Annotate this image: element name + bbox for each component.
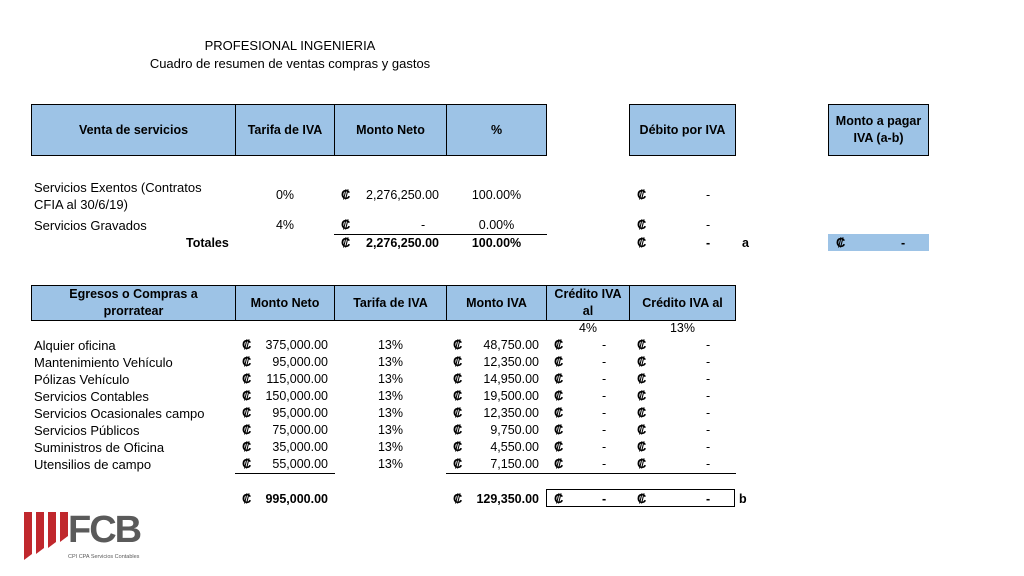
sales-row-name: Servicios Exentos (Contratos CFIA al 30/6/19) [34, 180, 202, 212]
expense-row-name: Pólizas Vehículo [34, 372, 130, 387]
header-monto-neto: Monto Neto [235, 285, 335, 321]
expense-row-name: Servicios Contables [34, 389, 149, 404]
expense-row-credit-13: - [706, 355, 711, 369]
currency-symbol: ₡ [637, 354, 647, 369]
currency-symbol: ₡ [637, 491, 647, 506]
currency-symbol: ₡ [637, 235, 647, 250]
sales-row-pct: 100.00% [471, 188, 522, 202]
iva-total-divider [446, 473, 736, 474]
currency-symbol: ₡ [554, 439, 564, 454]
header-percent: % [446, 104, 547, 156]
currency-symbol: ₡ [453, 405, 463, 420]
expense-row-rate: 13% [377, 457, 404, 471]
currency-symbol: ₡ [637, 422, 647, 437]
expense-row-net: 95,000.00 [272, 355, 328, 369]
logo-caption: CPI CPA Servicios Contables [68, 554, 140, 560]
sales-total-pct: 100.00% [471, 236, 522, 250]
sales-row-net: 2,276,250.00 [366, 188, 439, 202]
expense-row-credit-13: - [706, 338, 711, 352]
sales-row-rate: 0% [275, 188, 295, 202]
expense-row-credit-4: - [602, 338, 607, 352]
currency-symbol: ₡ [554, 337, 564, 352]
currency-symbol: ₡ [554, 491, 564, 506]
expense-row-rate: 13% [377, 440, 404, 454]
currency-symbol: ₡ [637, 388, 647, 403]
expense-row-name: Utensilios de campo [34, 457, 152, 472]
expense-total-credit-13: - [706, 492, 711, 506]
currency-symbol: ₡ [637, 187, 647, 202]
expense-row-net: 95,000.00 [272, 406, 328, 420]
sales-total-divider [334, 234, 547, 235]
expense-row-credit-13: - [706, 389, 711, 403]
expense-row-credit-13: - [706, 406, 711, 420]
currency-symbol: ₡ [836, 235, 846, 250]
credit-rate-13: 13% [669, 321, 696, 335]
expense-row-credit-4: - [602, 389, 607, 403]
currency-symbol: ₡ [554, 371, 564, 386]
report-subtitle: Cuadro de resumen de ventas compras y gastos [149, 56, 431, 71]
expense-row-name: Mantenimiento Vehículo [34, 355, 173, 370]
expense-row-net: 150,000.00 [265, 389, 328, 403]
sales-row-net: - [421, 218, 426, 232]
header-tarifa-iva: Tarifa de IVA [235, 104, 335, 156]
currency-symbol: ₡ [341, 235, 351, 250]
currency-symbol: ₡ [637, 456, 647, 471]
credit-rate-4: 4% [578, 321, 598, 335]
currency-symbol: ₡ [637, 217, 647, 232]
currency-symbol: ₡ [637, 439, 647, 454]
expense-row-iva: 7,150.00 [490, 457, 539, 471]
net-total-divider [235, 473, 335, 474]
expense-row-net: 75,000.00 [272, 423, 328, 437]
currency-symbol: ₡ [242, 337, 252, 352]
currency-symbol: ₡ [453, 354, 463, 369]
expense-row-rate: 13% [377, 423, 404, 437]
expense-row-name: Alquier oficina [34, 338, 116, 353]
expense-row-rate: 13% [377, 338, 404, 352]
header-debito-iva: Débito por IVA [629, 104, 736, 156]
expense-row-credit-4: - [602, 457, 607, 471]
expense-row-credit-4: - [602, 372, 607, 386]
expense-row-credit-4: - [602, 355, 607, 369]
expense-row-credit-13: - [706, 440, 711, 454]
expense-row-rate: 13% [377, 355, 404, 369]
currency-symbol: ₡ [242, 354, 252, 369]
header-credito-iva-13: Crédito IVA al [629, 285, 736, 321]
currency-symbol: ₡ [242, 456, 252, 471]
currency-symbol: ₡ [453, 388, 463, 403]
currency-symbol: ₡ [554, 405, 564, 420]
expense-row-credit-13: - [706, 372, 711, 386]
expense-row-name: Servicios Públicos [34, 423, 140, 438]
expense-row-rate: 13% [377, 406, 404, 420]
sales-total-debit: - [706, 236, 711, 250]
expense-row-credit-4: - [602, 406, 607, 420]
currency-symbol: ₡ [554, 354, 564, 369]
sales-row-pct: 0.00% [478, 218, 515, 232]
header-credito-iva-4: Crédito IVA al [546, 285, 630, 321]
expense-row-iva: 14,950.00 [483, 372, 539, 386]
expense-row-iva: 9,750.00 [490, 423, 539, 437]
totals-label: Totales [186, 236, 229, 250]
currency-symbol: ₡ [453, 456, 463, 471]
expense-total-credit-4: - [602, 492, 607, 506]
expense-row-net: 375,000.00 [265, 338, 328, 352]
currency-symbol: ₡ [453, 422, 463, 437]
expense-row-net: 115,000.00 [266, 372, 328, 386]
expense-row-rate: 13% [377, 372, 404, 386]
header-monto-pagar: Monto a pagar IVA (a-b) [828, 104, 929, 156]
currency-symbol: ₡ [453, 371, 463, 386]
header-monto-iva: Monto IVA [446, 285, 547, 321]
expense-total-net: 995,000.00 [265, 492, 328, 506]
expense-row-credit-13: - [706, 423, 711, 437]
expense-row-iva: 12,350.00 [483, 355, 539, 369]
expense-row-iva: 12,350.00 [483, 406, 539, 420]
expense-row-iva: 19,500.00 [483, 389, 539, 403]
currency-symbol: ₡ [554, 456, 564, 471]
fcb-logo [24, 510, 154, 566]
header-venta-servicios: Venta de servicios [31, 104, 236, 156]
currency-symbol: ₡ [242, 371, 252, 386]
header-egresos: Egresos o Compras a prorratear [31, 285, 236, 321]
currency-symbol: ₡ [637, 337, 647, 352]
currency-symbol: ₡ [554, 388, 564, 403]
currency-symbol: ₡ [453, 337, 463, 352]
pay-total-value: - [901, 236, 906, 250]
expense-row-name: Servicios Ocasionales campo [34, 406, 205, 421]
expense-row-credit-4: - [602, 423, 607, 437]
expense-row-iva: 48,750.00 [483, 338, 539, 352]
company-title: PROFESIONAL INGENIERIA [204, 38, 376, 53]
expense-row-net: 55,000.00 [272, 457, 328, 471]
currency-symbol: ₡ [341, 187, 351, 202]
currency-symbol: ₡ [637, 371, 647, 386]
sales-total-net: 2,276,250.00 [366, 236, 439, 250]
currency-symbol: ₡ [453, 439, 463, 454]
sales-row-debit: - [706, 188, 711, 202]
sales-row-name: Servicios Gravados [34, 218, 147, 233]
currency-symbol: ₡ [453, 491, 463, 506]
currency-symbol: ₡ [637, 405, 647, 420]
currency-symbol: ₡ [341, 217, 351, 232]
currency-symbol: ₡ [242, 388, 252, 403]
expense-total-iva: 129,350.00 [476, 492, 539, 506]
expense-row-name: Suministros de Oficina [34, 440, 165, 455]
sales-row-debit: - [706, 218, 711, 232]
logo-text: FCB [68, 509, 141, 551]
expense-row-net: 35,000.00 [272, 440, 328, 454]
expense-row-credit-13: - [706, 457, 711, 471]
header-monto-neto: Monto Neto [334, 104, 447, 156]
header-tarifa-iva: Tarifa de IVA [334, 285, 447, 321]
expense-row-rate: 13% [377, 389, 404, 403]
expense-row-credit-4: - [602, 440, 607, 454]
currency-symbol: ₡ [242, 405, 252, 420]
expense-row-iva: 4,550.00 [490, 440, 539, 454]
currency-symbol: ₡ [242, 439, 252, 454]
marker-a: a [742, 236, 749, 250]
sales-row-rate: 4% [275, 218, 295, 232]
marker-b: b [739, 492, 747, 506]
currency-symbol: ₡ [554, 422, 564, 437]
currency-symbol: ₡ [242, 422, 252, 437]
currency-symbol: ₡ [242, 491, 252, 506]
